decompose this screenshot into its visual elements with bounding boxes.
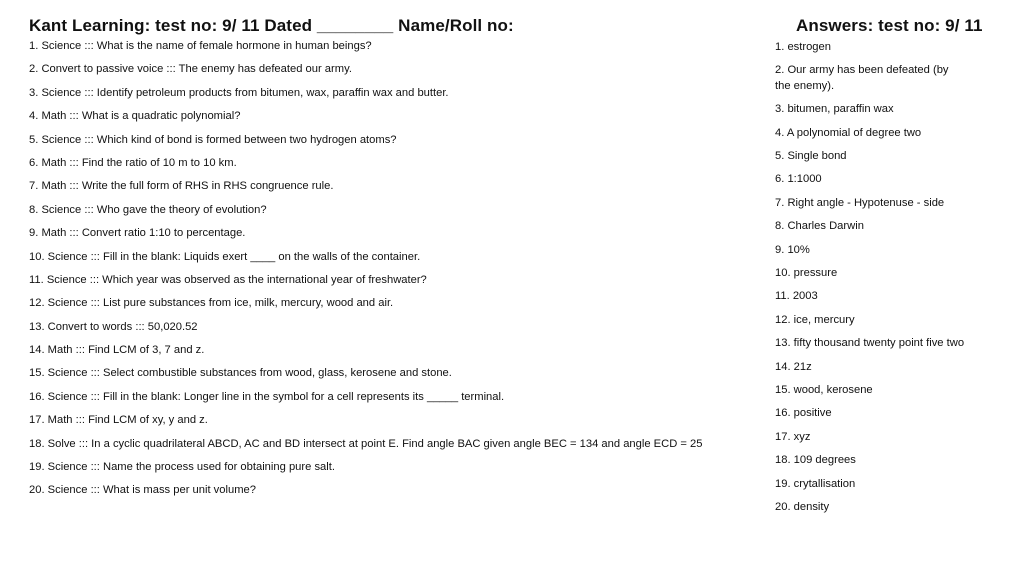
- question-item: 19. Science ::: Name the process used for obtaining pure salt.: [29, 461, 335, 474]
- question-item: 4. Math ::: What is a quadratic polynomial?: [29, 110, 241, 123]
- question-item: 13. Convert to words ::: 50,020.52: [29, 320, 198, 333]
- question-item: 6. Math ::: Find the ratio of 10 m to 10 km.: [29, 156, 237, 169]
- question-item: 12. Science ::: List pure substances from ice, milk, mercury, wood and air.: [29, 297, 394, 310]
- question-item: 10. Science ::: Fill in the blank: Liquids exert ____ on the walls of the container.: [29, 250, 421, 263]
- answer-item: 10. pressure: [775, 267, 838, 280]
- answer-item: 5. Single bond: [775, 150, 847, 163]
- worksheet-title: Kant Learning: test no: 9/ 11 Dated ________ Name/Roll no:: [29, 16, 514, 35]
- answer-item: 20. density: [775, 500, 830, 513]
- answer-item: 7. Right angle - Hypotenuse - side: [775, 196, 945, 209]
- answer-item: 14. 21z: [775, 360, 812, 373]
- question-item: 7. Math ::: Write the full form of RHS in RHS congruence rule.: [29, 180, 334, 193]
- answer-item: 17. xyz: [775, 430, 811, 443]
- question-item: 20. Science ::: What is mass per unit volume?: [29, 484, 256, 497]
- answer-item: 1. estrogen: [775, 41, 831, 53]
- answer-item: 19. crytallisation: [775, 477, 856, 490]
- answer-item: 13. fifty thousand twenty point five two: [775, 337, 965, 350]
- answer-item: 3. bitumen, paraffin wax: [775, 103, 894, 116]
- answer-item: 12. ice, mercury: [775, 313, 855, 326]
- answer-item: 16. positive: [775, 407, 832, 420]
- question-item: 2. Convert to passive voice ::: The enemy has defeated our army.: [29, 63, 352, 76]
- answer-item: 11. 2003: [775, 290, 818, 303]
- question-item: 15. Science ::: Select combustible substances from wood, glass, kerosene and stone.: [29, 367, 452, 380]
- question-item: 18. Solve ::: In a cyclic quadrilateral ABCD, AC and BD intersect at point E. Find angle BAC given angle BEC = 134 and angle ECD = 25: [29, 437, 703, 450]
- answer-item: 6. 1:1000: [775, 173, 822, 186]
- answer-item: 15. wood, kerosene: [775, 383, 873, 396]
- answer-item: 8. Charles Darwin: [775, 220, 864, 233]
- answer-list: [775, 40, 965, 523]
- answer-item: 18. 109 degrees: [775, 454, 856, 467]
- answers-title: Answers: test no: 9/ 11: [796, 16, 983, 35]
- question-item: 17. Math ::: Find LCM of xy, y and z.: [29, 414, 208, 427]
- question-item: 3. Science ::: Identify petroleum products from bitumen, wax, paraffin wax and butter.: [29, 86, 449, 99]
- answer-item: 2. Our army has been defeated (by the enemy).: [775, 64, 949, 92]
- question-item: 5. Science ::: Which kind of bond is formed between two hydrogen atoms?: [29, 133, 397, 146]
- answer-item: 9. 10%: [775, 243, 810, 256]
- question-item: 11. Science ::: Which year was observed as the international year of freshwater?: [29, 273, 427, 286]
- question-item: 9. Math ::: Convert ratio 1:10 to percentage.: [29, 227, 246, 240]
- question-item: 16. Science ::: Fill in the blank: Longer line in the symbol for a cell represents its _____ terminal.: [29, 390, 505, 403]
- answer-item: 4. A polynomial of degree two: [775, 126, 922, 139]
- question-item: 14. Math ::: Find LCM of 3, 7 and z.: [29, 344, 205, 357]
- question-item: 8. Science ::: Who gave the theory of evolution?: [29, 203, 267, 216]
- question-item: 1. Science ::: What is the name of female hormone in human beings?: [29, 40, 372, 52]
- question-list: [29, 40, 749, 508]
